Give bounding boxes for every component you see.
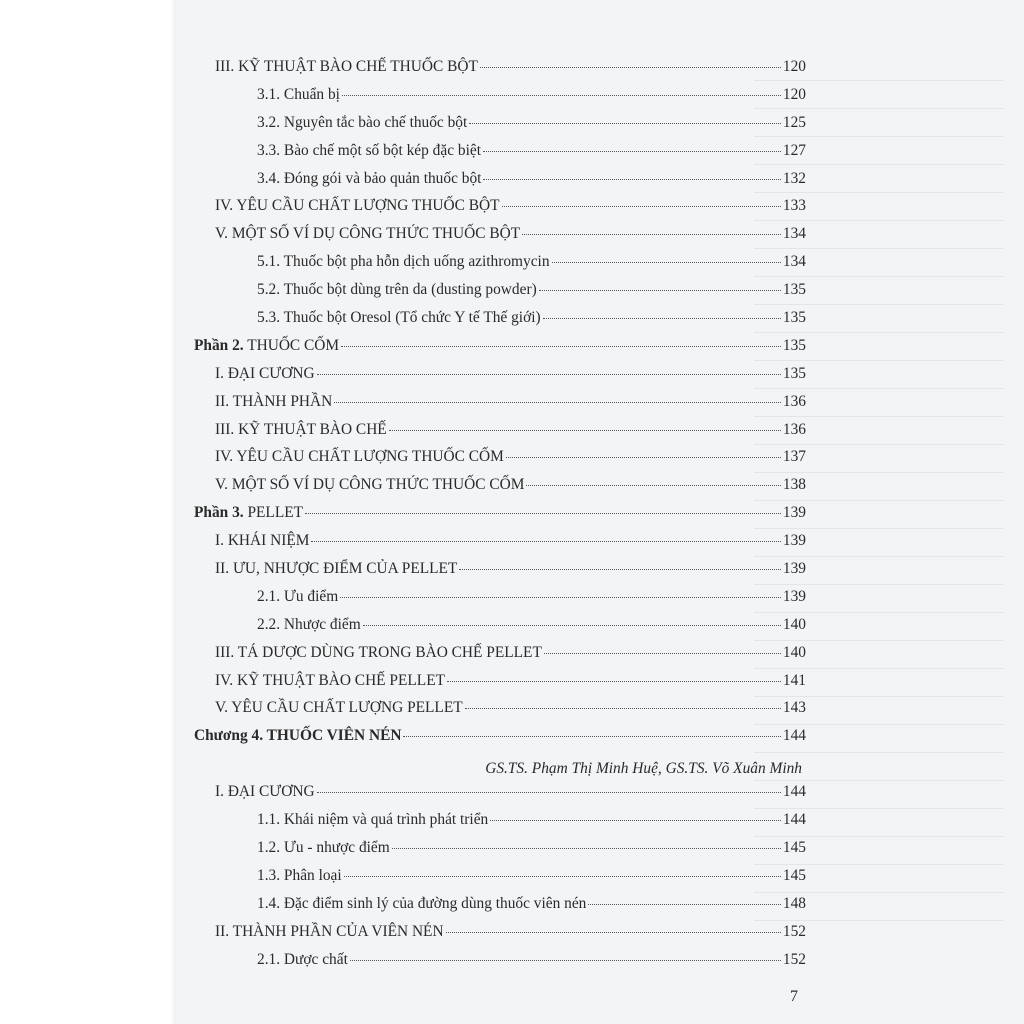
dot-leader (539, 290, 781, 291)
toc-entry[interactable] (194, 86, 806, 114)
toc-entry[interactable] (194, 142, 806, 170)
toc-entry-label: Chương 4. THUỐC VIÊN NÉN (194, 727, 402, 745)
toc-entry-label: 5.2. Thuốc bột dùng trên da (dusting powder) (257, 281, 537, 299)
part-title: PELLET (247, 504, 304, 522)
toc-entry-label: 2.2. Nhược điểm (257, 615, 361, 633)
toc-page-number: 152 (782, 922, 806, 940)
dot-leader (506, 457, 781, 458)
toc-entry[interactable] (194, 560, 806, 588)
part-prefix: Phần 2. (194, 336, 244, 354)
toc-page-number: 148 (782, 894, 806, 912)
toc-entry[interactable] (194, 253, 806, 281)
toc-entry[interactable] (194, 727, 806, 755)
toc-entry[interactable] (194, 532, 806, 560)
dot-leader (465, 708, 781, 709)
toc-entry[interactable] (194, 672, 806, 700)
toc-page-number: 139 (782, 532, 806, 550)
toc-entry-label: I. ĐẠI CƯƠNG (215, 364, 315, 382)
dot-leader (389, 430, 781, 431)
dot-leader (469, 123, 781, 124)
dot-leader (522, 234, 781, 235)
toc-entry[interactable] (194, 197, 806, 225)
toc-entry-label: 1.1. Khái niệm và quá trình phát triển (257, 811, 489, 829)
toc-entry-label: 3.2. Nguyên tắc bào chế thuốc bột (257, 113, 468, 131)
toc-page-number: 125 (782, 113, 806, 131)
toc-page-number: 138 (782, 476, 806, 494)
toc-entry-label: IV. YÊU CẦU CHẤT LƯỢNG THUỐC BỘT (215, 197, 500, 215)
toc-page-number: 134 (782, 253, 806, 271)
toc-page-number: 144 (782, 811, 806, 829)
toc-page-number: 144 (782, 783, 806, 801)
dot-leader (392, 848, 781, 849)
toc-entry-label: 2.1. Dược chất (257, 950, 348, 968)
toc-entry-label: III. TÁ DƯỢC DÙNG TRONG BÀO CHẾ PELLET (215, 643, 542, 661)
toc-entry[interactable] (194, 170, 806, 198)
dot-leader (340, 597, 781, 598)
toc-page-number: 144 (782, 727, 806, 745)
toc-entry-label (194, 504, 303, 522)
toc-entry[interactable] (194, 393, 806, 421)
toc-entry-label (194, 337, 339, 355)
toc-page-number: 135 (782, 281, 806, 299)
toc-entry-label: IV. YÊU CẦU CHẤT LƯỢNG THUỐC CỐM (215, 448, 504, 466)
toc-page-number: 143 (782, 699, 806, 717)
dot-leader (403, 736, 780, 737)
dot-leader (526, 485, 781, 486)
toc-entry[interactable] (194, 281, 806, 309)
toc-page-number: 134 (782, 225, 806, 243)
toc-page-number: 127 (782, 141, 806, 159)
part-prefix: Phần 3. (194, 504, 244, 522)
toc-entry-label: 5.3. Thuốc bột Oresol (Tổ chức Y tế Thế giới) (257, 309, 541, 327)
toc-entry-label: II. ƯU, NHƯỢC ĐIỂM CỦA PELLET (215, 560, 458, 578)
dot-leader (317, 792, 781, 793)
toc-page-number: 132 (782, 169, 806, 187)
dot-leader (317, 374, 781, 375)
toc-page-number: 136 (782, 392, 806, 410)
table-of-contents (194, 58, 806, 978)
toc-entry-label: 1.4. Đặc điểm sinh lý của đường dùng thuốc viên nén (257, 894, 587, 912)
toc-entry[interactable] (194, 225, 806, 253)
toc-entry-label: I. ĐẠI CƯƠNG (215, 783, 315, 801)
toc-page-number: 133 (782, 197, 806, 215)
toc-entry-label: IV. KỸ THUẬT BÀO CHẾ PELLET (215, 671, 446, 689)
dot-leader (363, 625, 781, 626)
toc-page-number: 140 (782, 643, 806, 661)
toc-entry-label: 1.3. Phân loại (257, 866, 342, 884)
toc-entry-label: 3.4. Đóng gói và bảo quản thuốc bột (257, 169, 482, 187)
toc-page-number: 135 (782, 309, 806, 327)
toc-entry-label: III. KỸ THUẬT BÀO CHẾ (215, 420, 387, 438)
toc-entry[interactable] (194, 337, 806, 365)
toc-entry[interactable] (194, 588, 806, 616)
dot-leader (502, 206, 781, 207)
toc-entry-label: 3.3. Bào chế một số bột kép đặc biệt (257, 141, 481, 159)
dot-leader (350, 960, 781, 961)
chapter-authors: GS.TS. Phạm Thị Minh Huệ, GS.TS. Võ Xuân Minh (485, 760, 802, 778)
toc-entry[interactable] (194, 365, 806, 393)
toc-page-number: 120 (782, 85, 806, 103)
toc-entry[interactable] (194, 309, 806, 337)
dot-leader (483, 151, 781, 152)
page-number: 7 (790, 988, 798, 1005)
dot-leader (344, 876, 781, 877)
toc-entry[interactable] (194, 504, 806, 532)
toc-entry[interactable] (194, 476, 806, 504)
toc-page-number: 140 (782, 615, 806, 633)
toc-entry[interactable] (194, 811, 806, 839)
toc-page-number: 135 (782, 336, 806, 354)
dot-leader (544, 653, 781, 654)
toc-entry[interactable] (194, 839, 806, 867)
toc-page-number: 141 (782, 671, 806, 689)
toc-page-number: 120 (782, 58, 806, 75)
toc-entry[interactable] (194, 923, 806, 951)
dot-leader (459, 569, 781, 570)
toc-entry-label: 1.2. Ưu - nhược điểm (257, 838, 390, 856)
dot-leader (588, 904, 781, 905)
dot-leader (334, 402, 781, 403)
toc-page-number: 137 (782, 448, 806, 466)
toc-entry-label: V. MỘT SỐ VÍ DỤ CÔNG THỨC THUỐC CỐM (215, 476, 525, 494)
dot-leader (490, 820, 781, 821)
dot-leader (305, 513, 781, 514)
dot-leader (543, 318, 781, 319)
toc-entry[interactable] (194, 867, 806, 895)
toc-entry-label: V. YÊU CẦU CHẤT LƯỢNG PELLET (215, 699, 463, 717)
toc-page-number: 145 (782, 866, 806, 884)
toc-entry[interactable] (194, 699, 806, 727)
toc-entry[interactable] (194, 951, 806, 979)
toc-entry-label: 2.1. Ưu điểm (257, 587, 339, 605)
toc-entry[interactable] (194, 644, 806, 672)
dot-leader (447, 681, 781, 682)
toc-entry-label: 5.1. Thuốc bột pha hỗn dịch uống azithromycin (257, 253, 550, 271)
dot-leader (552, 262, 781, 263)
toc-entry-label: II. THÀNH PHẦN CỦA VIÊN NÉN (215, 922, 444, 940)
dot-leader (446, 932, 781, 933)
toc-page-number: 139 (782, 504, 806, 522)
toc-entry[interactable] (194, 895, 806, 923)
toc-entry-label: 3.1. Chuẩn bị (257, 85, 340, 103)
toc-entry-label: II. THÀNH PHẦN (215, 392, 333, 410)
toc-page-number: 136 (782, 420, 806, 438)
toc-page-number: 152 (782, 950, 806, 968)
toc-entry-label: III. KỸ THUẬT BÀO CHẾ THUỐC BỘT (215, 58, 478, 75)
toc-entry[interactable] (194, 421, 806, 449)
dot-leader (341, 346, 781, 347)
toc-page-number: 139 (782, 587, 806, 605)
toc-entry[interactable] (194, 448, 806, 476)
toc-entry-label: I. KHÁI NIỆM (215, 532, 310, 550)
toc-entry[interactable] (194, 616, 806, 644)
toc-entry-label: V. MỘT SỐ VÍ DỤ CÔNG THỨC THUỐC BỘT (215, 225, 521, 243)
dot-leader (311, 541, 780, 542)
dot-leader (342, 95, 781, 96)
toc-entry[interactable] (194, 114, 806, 142)
dot-leader (480, 67, 781, 68)
toc-page-number: 145 (782, 838, 806, 856)
dot-leader (483, 179, 780, 180)
toc-page-number: 139 (782, 560, 806, 578)
toc-entry[interactable] (194, 783, 806, 811)
toc-entry[interactable] (194, 58, 806, 86)
toc-page-number: 135 (782, 364, 806, 382)
part-title: THUỐC CỐM (247, 336, 340, 354)
